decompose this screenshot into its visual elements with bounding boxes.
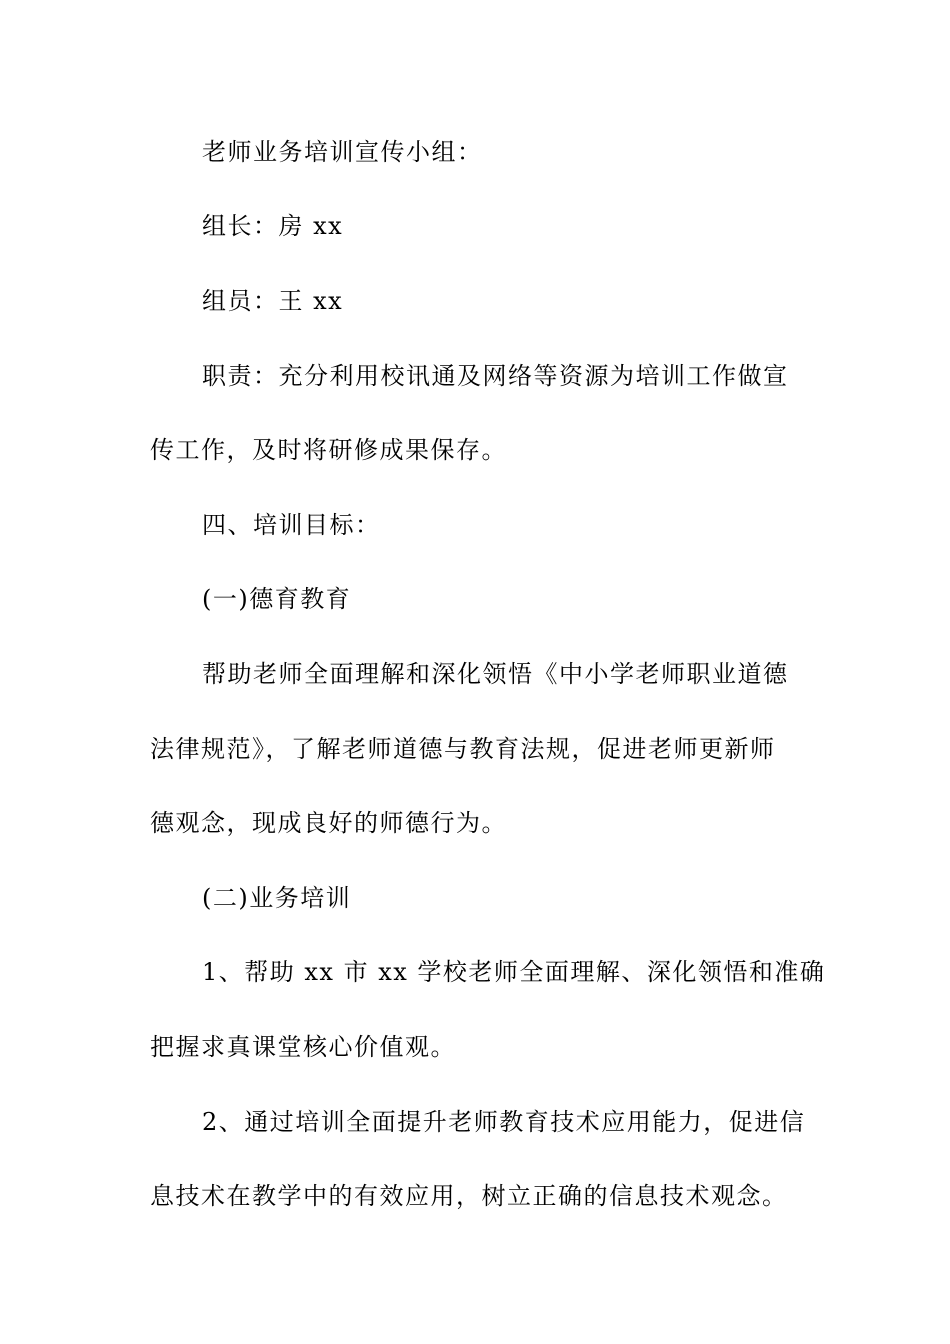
subheading-business-training: (二)业务培训	[202, 884, 352, 912]
section-heading-training-goals: 四、培训目标：	[202, 511, 381, 539]
moral-education-line-1: 帮助老师全面理解和深化领悟《中小学老师职业道德	[202, 660, 789, 688]
moral-education-line-2: 法律规范》，了解老师道德与教育法规，促进老师更新师	[150, 735, 776, 763]
business-training-item-1-line-1: 1、帮助 xx 市 xx 学校老师全面理解、深化领悟和准确	[202, 958, 826, 986]
group-leader-line: 组长：房 xx	[202, 212, 344, 240]
duties-line-1: 职责：充分利用校讯通及网络等资源为培训工作做宣	[202, 362, 789, 390]
section-heading-publicity-group: 老师业务培训宣传小组：	[202, 138, 483, 166]
business-training-item-2-line-2: 息技术在教学中的有效应用，树立正确的信息技术观念。	[150, 1182, 788, 1210]
subheading-moral-education: (一)德育教育	[202, 585, 352, 613]
moral-education-line-3: 德观念，现成良好的师德行为。	[150, 809, 507, 837]
duties-line-2: 传工作，及时将研修成果保存。	[150, 436, 507, 464]
group-member-line: 组员：王 xx	[202, 287, 344, 315]
business-training-item-2-line-1: 2、通过培训全面提升老师教育技术应用能力，促进信	[202, 1108, 806, 1136]
business-training-item-1-line-2: 把握求真课堂核心价值观。	[150, 1033, 456, 1061]
